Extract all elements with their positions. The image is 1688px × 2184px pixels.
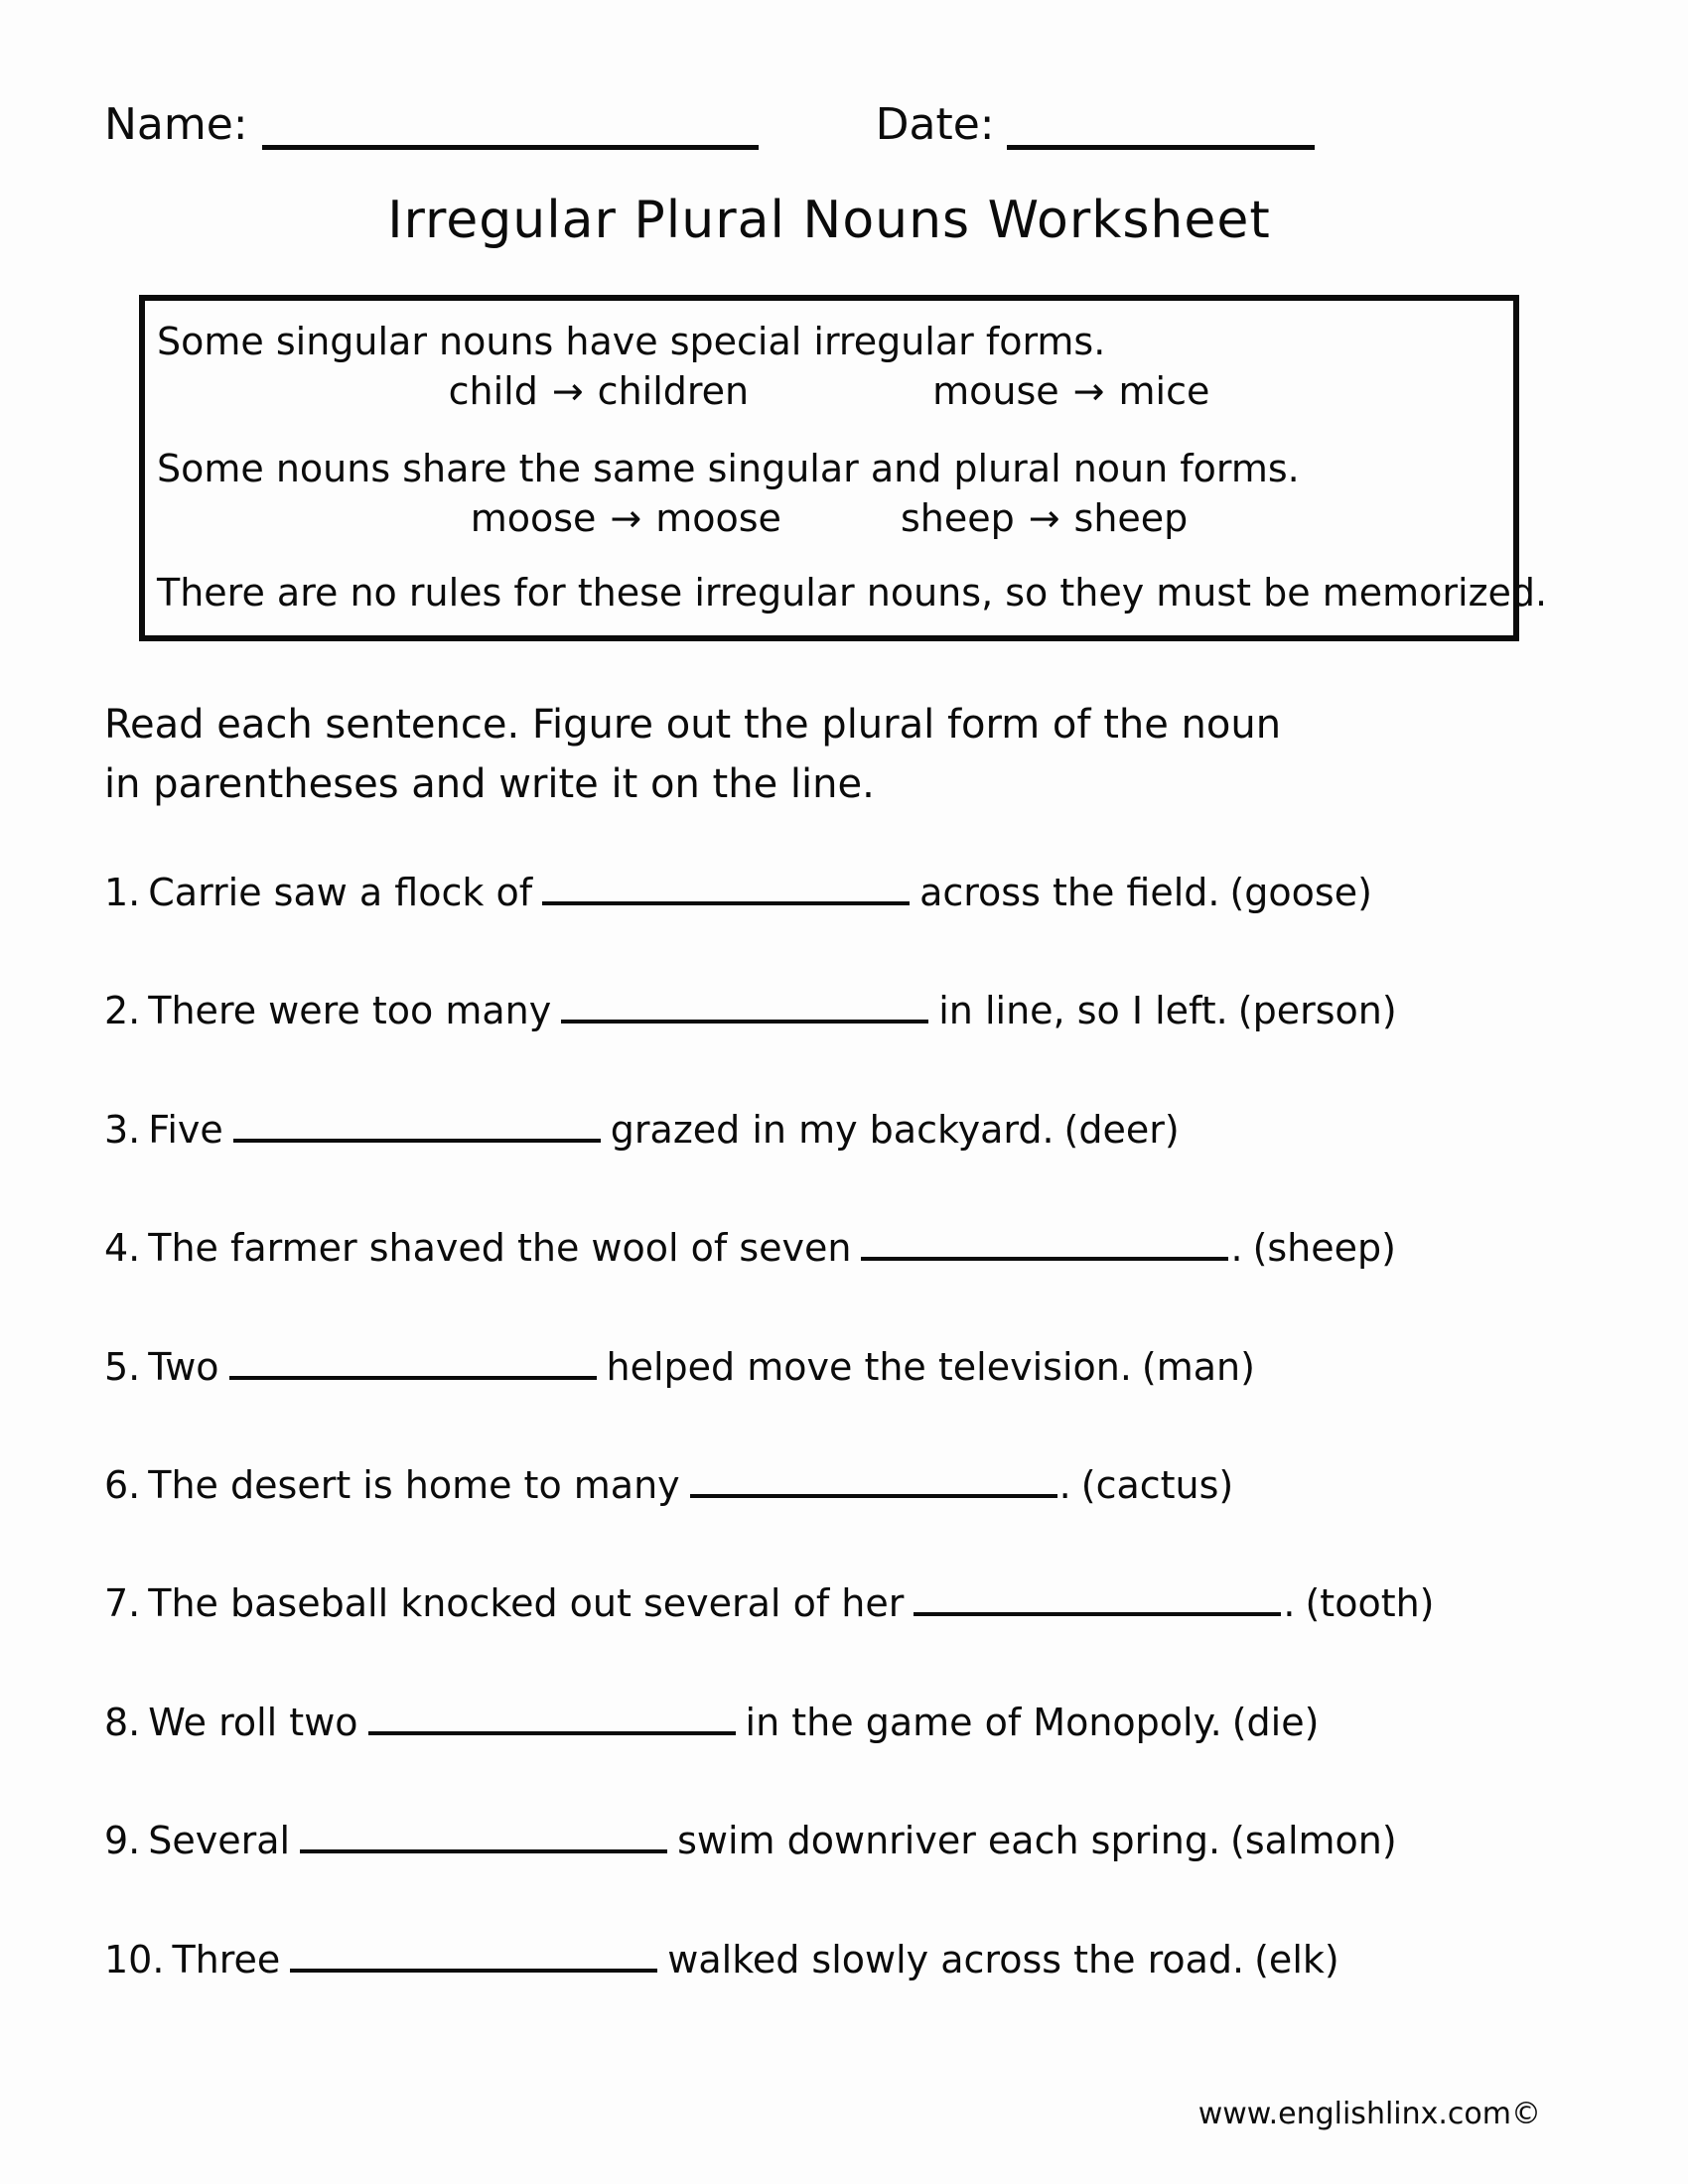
- question-text-before: Three: [172, 1937, 281, 1981]
- question-text-before: Several: [148, 1819, 291, 1863]
- rule2-examples: [157, 493, 1501, 543]
- question-number: 9.: [104, 1819, 141, 1863]
- rule1-examples: [157, 366, 1501, 416]
- plural-hint: (man): [1141, 1344, 1255, 1389]
- plural-hint: (goose): [1229, 871, 1372, 914]
- question-number: 5.: [104, 1344, 141, 1389]
- example-singular: child: [448, 369, 538, 414]
- question-text-before: We roll two: [148, 1700, 358, 1744]
- answer-blank-line: [561, 1020, 928, 1024]
- plural-hint: (person): [1237, 989, 1397, 1033]
- example-plural: sheep: [1073, 496, 1189, 541]
- question-number: 10.: [104, 1937, 165, 1981]
- rule1-text: Some singular nouns have special irregular forms.: [157, 320, 1106, 363]
- footer-url: www.englishlinx.com©: [1197, 2097, 1541, 2131]
- question-row: [104, 1343, 1574, 1392]
- date-fill-line: [1007, 106, 1315, 150]
- answer-blank-line: [542, 901, 910, 905]
- question-row: [104, 1106, 1574, 1155]
- plural-hint: (sheep): [1252, 1226, 1396, 1271]
- arrow-icon: →: [1072, 369, 1105, 414]
- example-singular: moose: [470, 496, 597, 541]
- question-text-after: .: [1230, 1226, 1243, 1271]
- question-row: [104, 1699, 1574, 1747]
- arrow-icon: →: [551, 369, 584, 414]
- question-text-before: The desert is home to many: [148, 1462, 680, 1507]
- questions-list: [104, 869, 1574, 2054]
- question-number: 7.: [104, 1581, 141, 1626]
- example-singular: sheep: [900, 496, 1015, 541]
- question-number: 3.: [104, 1107, 141, 1152]
- question-text-before: Five: [148, 1107, 223, 1152]
- question-text-after: grazed in my backyard.: [610, 1107, 1055, 1152]
- example-plural: mice: [1118, 369, 1210, 414]
- example-singular: mouse: [932, 369, 1059, 414]
- question-text-before: There were too many: [148, 989, 552, 1033]
- plural-hint: (salmon): [1230, 1819, 1397, 1863]
- question-number: 1.: [104, 871, 141, 914]
- question-text-before: Two: [148, 1344, 219, 1389]
- answer-blank-line: [290, 1969, 657, 1973]
- plural-hint: (tooth): [1305, 1581, 1435, 1626]
- question-number: 2.: [104, 989, 141, 1033]
- example-pair: [901, 493, 1188, 543]
- question-text-after: in line, so I left.: [938, 989, 1228, 1033]
- answer-blank-line: [914, 1612, 1281, 1616]
- question-text-after: walked slowly across the road.: [667, 1937, 1245, 1981]
- question-row: [104, 1224, 1574, 1273]
- rule3-text: There are no rules for these irregular nouns, so they must be memorized.: [157, 570, 1548, 614]
- plural-hint: (cactus): [1080, 1462, 1234, 1507]
- name-date-row: [104, 99, 1549, 150]
- plural-hint: (elk): [1254, 1937, 1339, 1981]
- answer-blank-line: [300, 1849, 667, 1853]
- question-text-after: swim downriver each spring.: [677, 1819, 1221, 1863]
- answer-blank-line: [233, 1139, 601, 1143]
- question-row: [104, 987, 1574, 1035]
- example-pair: [449, 366, 750, 416]
- question-text-before: The farmer shaved the wool of seven: [148, 1226, 852, 1271]
- rule2-text: Some nouns share the same singular and plural noun forms.: [157, 447, 1300, 491]
- question-row: [104, 869, 1574, 917]
- question-row: [104, 1461, 1574, 1510]
- worksheet-title: Irregular Plural Nouns Worksheet: [387, 191, 1271, 250]
- answer-blank-line: [861, 1257, 1228, 1261]
- question-row: [104, 1936, 1574, 1984]
- question-text-after: helped move the television.: [606, 1344, 1132, 1389]
- arrow-icon: →: [610, 496, 642, 541]
- arrow-icon: →: [1028, 496, 1060, 541]
- example-pair: [471, 493, 781, 543]
- question-text-before: The baseball knocked out several of her: [148, 1581, 905, 1626]
- plural-hint: (deer): [1063, 1107, 1180, 1152]
- question-number: 4.: [104, 1226, 141, 1271]
- answer-blank-line: [368, 1731, 736, 1735]
- question-number: 8.: [104, 1700, 141, 1744]
- example-plural: children: [597, 369, 750, 414]
- example-pair: [932, 366, 1209, 416]
- question-row: [104, 1817, 1574, 1865]
- instructions-text: Read each sentence. Figure out the plural form of the noun in parentheses and write it on the line.: [104, 702, 1282, 807]
- date-label: Date:: [875, 99, 995, 150]
- plural-hint: (die): [1231, 1700, 1320, 1744]
- question-text-after: .: [1058, 1462, 1071, 1507]
- answer-blank-line: [690, 1494, 1057, 1498]
- name-fill-line: [262, 106, 759, 150]
- name-label: Name:: [104, 99, 248, 150]
- question-text-after: across the field.: [919, 871, 1220, 914]
- question-text-after: .: [1283, 1581, 1296, 1626]
- rules-box: [139, 295, 1548, 641]
- question-text-before: Carrie saw a flock of: [148, 871, 533, 914]
- question-number: 6.: [104, 1462, 141, 1507]
- answer-blank-line: [229, 1376, 597, 1380]
- example-plural: moose: [655, 496, 781, 541]
- question-text-after: in the game of Monopoly.: [745, 1700, 1222, 1744]
- question-row: [104, 1579, 1574, 1628]
